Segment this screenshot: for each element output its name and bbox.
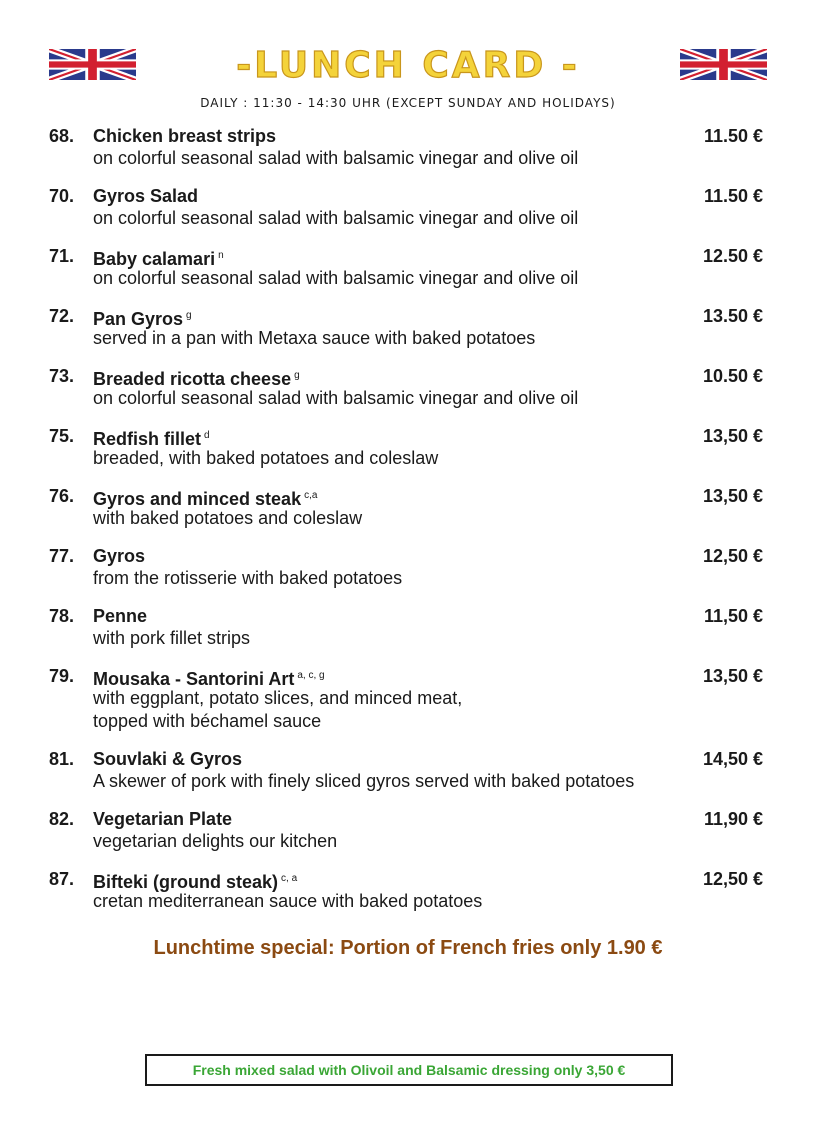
item-description: vegetarian delights our kitchen — [93, 831, 338, 851]
item-price: 11.50 € — [703, 126, 763, 146]
item-description: topped with béchamel sauce — [93, 711, 322, 731]
item-name-wrap — [93, 185, 198, 207]
allergen-codes: n — [218, 250, 224, 261]
menu-item-header — [49, 485, 767, 507]
item-description: from the rotisserie with baked potatoes — [93, 568, 403, 588]
menu-item-header — [49, 665, 767, 687]
item-price: 12,50 € — [702, 869, 763, 889]
item-number: 78. — [49, 606, 75, 626]
page-title: -LUNCH CARD - — [236, 45, 580, 86]
item-number: 68. — [49, 126, 75, 146]
menu-item — [49, 868, 767, 913]
item-description: with eggplant, potato slices, and minced meat, — [93, 688, 463, 708]
item-name: Mousaka - Santorini Art — [93, 669, 295, 689]
menu-item-header — [49, 425, 767, 447]
item-number: 82. — [49, 809, 75, 829]
item-description: on colorful seasonal salad with balsamic vinegar and olive oil — [93, 268, 579, 288]
item-name-wrap — [93, 125, 276, 147]
item-description: on colorful seasonal salad with balsamic vinegar and olive oil — [93, 388, 579, 408]
opening-hours: DAILY : 11:30 - 14:30 UHR (EXCEPT SUNDAY AND HOLIDAYS) — [200, 96, 616, 110]
item-name-wrap — [93, 748, 242, 770]
menu-item — [49, 185, 767, 230]
item-price: 13,50 € — [702, 666, 763, 686]
item-name: Vegetarian Plate — [93, 809, 233, 829]
item-price: 14,50 € — [702, 749, 763, 769]
item-name: Gyros — [93, 546, 146, 566]
lunchtime-special: Lunchtime special: Portion of French fries only 1.90 € — [153, 937, 663, 959]
item-price: 13.50 € — [702, 306, 763, 326]
item-number: 79. — [49, 666, 75, 686]
item-price: 11.50 € — [703, 186, 763, 206]
menu-item-header — [49, 365, 767, 387]
allergen-codes: d — [204, 430, 210, 441]
item-name: Penne — [93, 606, 148, 626]
allergen-codes: a, c, g — [297, 670, 325, 681]
item-name-wrap — [93, 365, 300, 390]
item-description: A skewer of pork with finely sliced gyros served with baked potatoes — [93, 771, 635, 791]
item-name-wrap — [93, 808, 232, 830]
item-number: 70. — [49, 186, 75, 206]
item-number: 77. — [49, 546, 75, 566]
menu-list — [49, 125, 767, 928]
menu-item — [49, 748, 767, 793]
allergen-codes: c, a — [281, 873, 298, 884]
allergen-codes: g — [294, 370, 300, 381]
item-price: 13,50 € — [702, 486, 763, 506]
menu-item-header — [49, 185, 767, 207]
item-description: on colorful seasonal salad with balsamic vinegar and olive oil — [93, 148, 579, 168]
menu-item — [49, 485, 767, 530]
item-number: 71. — [49, 246, 75, 266]
menu-item — [49, 365, 767, 410]
menu-item-header — [49, 808, 767, 830]
menu-item — [49, 665, 767, 733]
item-name-wrap — [93, 605, 147, 627]
item-name: Bifteki (ground steak) — [93, 872, 279, 892]
item-number: 76. — [49, 486, 75, 506]
item-description: with pork fillet strips — [93, 628, 251, 648]
item-name: Pan Gyros — [93, 309, 184, 329]
item-number: 75. — [49, 426, 75, 446]
menu-item-header — [49, 545, 767, 567]
item-number: 81. — [49, 749, 75, 769]
menu-item-header — [49, 305, 767, 327]
salad-offer-text: Fresh mixed salad with Olivoil and Balsamic dressing only 3,50 € — [192, 1062, 626, 1078]
item-name: Chicken breast strips — [93, 126, 277, 146]
item-name-wrap — [93, 425, 210, 450]
menu-item — [49, 605, 767, 650]
item-name: Gyros Salad — [93, 186, 199, 206]
menu-item — [49, 305, 767, 350]
menu-item — [49, 125, 767, 170]
item-price: 11,90 € — [703, 809, 763, 829]
item-price: 12,50 € — [702, 546, 763, 566]
item-name: Souvlaki & Gyros — [93, 749, 243, 769]
allergen-codes: g — [186, 310, 192, 321]
menu-item-header — [49, 748, 767, 770]
item-name: Baby calamari — [93, 249, 216, 269]
item-name-wrap — [93, 868, 297, 893]
item-number: 87. — [49, 869, 75, 889]
allergen-codes: c,a — [304, 490, 318, 501]
item-description: on colorful seasonal salad with balsamic vinegar and olive oil — [93, 208, 579, 228]
menu-item — [49, 425, 767, 470]
item-name-wrap — [93, 305, 192, 330]
item-price: 12.50 € — [702, 246, 763, 266]
menu-item — [49, 245, 767, 290]
item-name: Breaded ricotta cheese — [93, 369, 292, 389]
menu-item — [49, 808, 767, 853]
item-price: 11,50 € — [703, 606, 763, 626]
item-name-wrap — [93, 545, 145, 567]
item-name-wrap — [93, 485, 317, 510]
menu-item-header — [49, 605, 767, 627]
item-price: 13,50 € — [702, 426, 763, 446]
item-name-wrap — [93, 665, 325, 690]
item-name-wrap — [93, 245, 224, 270]
item-number: 72. — [49, 306, 75, 326]
item-description: with baked potatoes and coleslaw — [93, 508, 363, 528]
salad-offer-box — [145, 1054, 673, 1086]
item-price: 10.50 € — [702, 366, 763, 386]
menu-item-header — [49, 868, 767, 890]
item-name: Redfish fillet — [93, 429, 202, 449]
menu-item — [49, 545, 767, 590]
item-name: Gyros and minced steak — [93, 489, 302, 509]
menu-item-header — [49, 125, 767, 147]
menu-item-header — [49, 245, 767, 267]
item-description: cretan mediterranean sauce with baked potatoes — [93, 891, 483, 911]
item-description: served in a pan with Metaxa sauce with baked potatoes — [93, 328, 536, 348]
item-number: 73. — [49, 366, 75, 386]
item-description: breaded, with baked potatoes and coleslaw — [93, 448, 439, 468]
